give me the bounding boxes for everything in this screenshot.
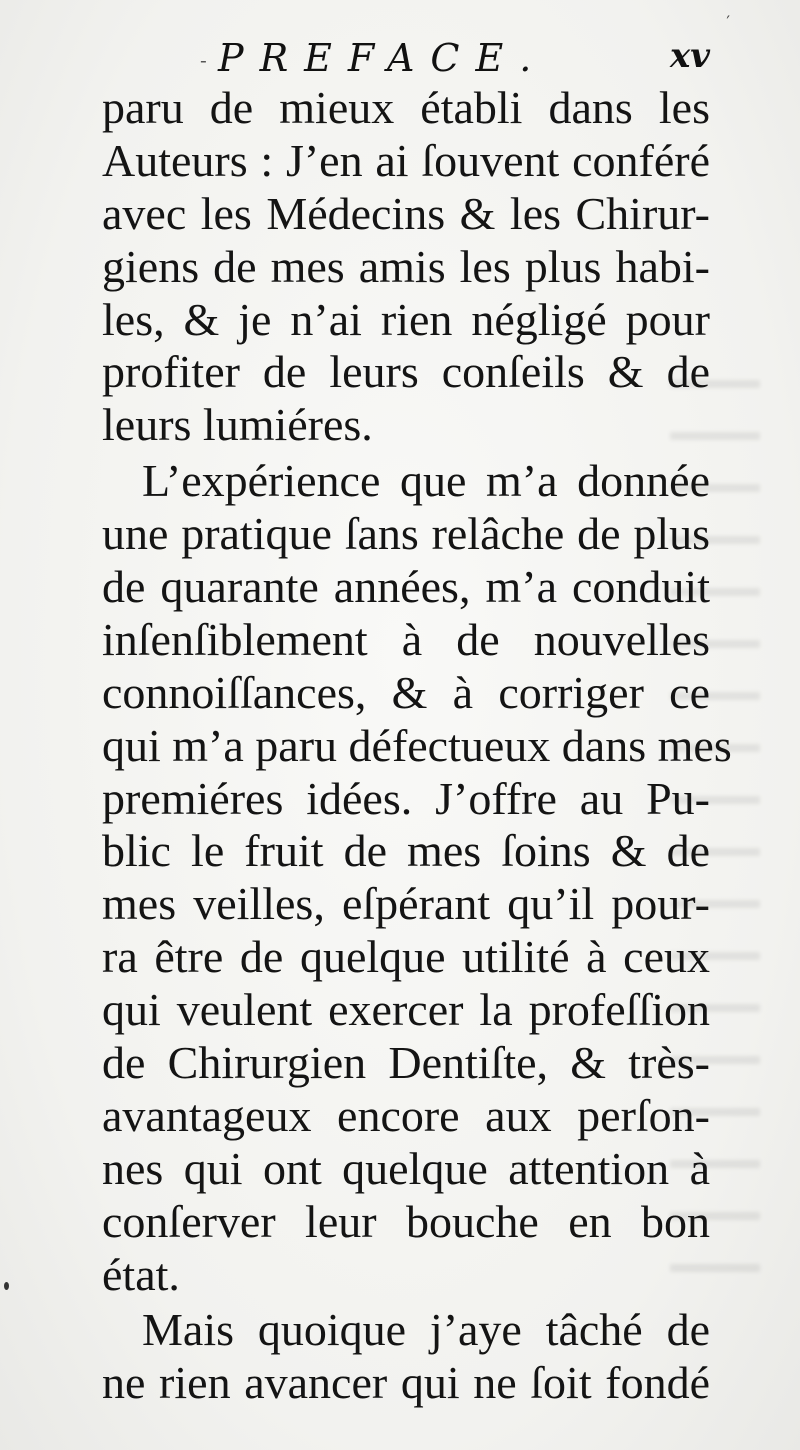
corner-mark: ′ [726,12,730,31]
text-line: nes qui ont quelque attention à [102,1142,710,1194]
text-line: qui m’a paru défectueux dans mes [102,719,732,771]
text-line: L’expérience que m’a donnée [142,455,710,507]
text-line: paru de mieux établi dans les [102,82,710,133]
text-line: les, & je n’ai rien négligé pour [102,293,710,345]
text-line: leurs lumiéres. [102,399,373,451]
text-line: Mais quoique j’aye tâché de [142,1304,710,1356]
text-line: blic le fruit de mes ſoins & de [102,825,710,877]
running-title: PREFACE. [218,36,548,80]
ink-speck [4,1282,9,1290]
page-header [200,36,710,86]
text-line: mes veilles, eſpérant qu’il pour- [102,878,710,930]
text-line: inſenſiblement à de nouvelles [102,613,710,665]
text-line: giens de mes amis les plus habi- [102,240,710,292]
text-line: Auteurs : J’en ai ſouvent conféré [102,134,710,186]
header-ornament: - [200,48,207,72]
text-line: premiéres idées. J’offre au Pu- [102,772,710,824]
text-line: qui veulent exercer la profeſſion [102,984,710,1036]
text-line: avantageux encore aux perſon- [102,1089,710,1141]
text-line: état. [102,1248,180,1300]
page-number: xv [669,36,710,76]
text-line: connoiſſances, & à corriger ce [102,666,710,718]
text-line: avec les Médecins & les Chirur- [102,187,710,239]
text-line: ra être de quelque utilité à ceux [102,931,710,983]
text-line: profiter de leurs conſeils & de [102,346,710,398]
text-line: une pratique ſans relâche de plus [102,508,710,560]
text-line: de quarante années, m’a conduit [102,561,710,613]
body-text [102,82,732,1410]
text-line: ne rien avancer qui ne ſoit fondé [102,1357,710,1409]
text-line: conſerver leur bouche en bon [102,1195,710,1247]
text-line: de Chirurgien Dentiſte, & très- [102,1037,710,1089]
